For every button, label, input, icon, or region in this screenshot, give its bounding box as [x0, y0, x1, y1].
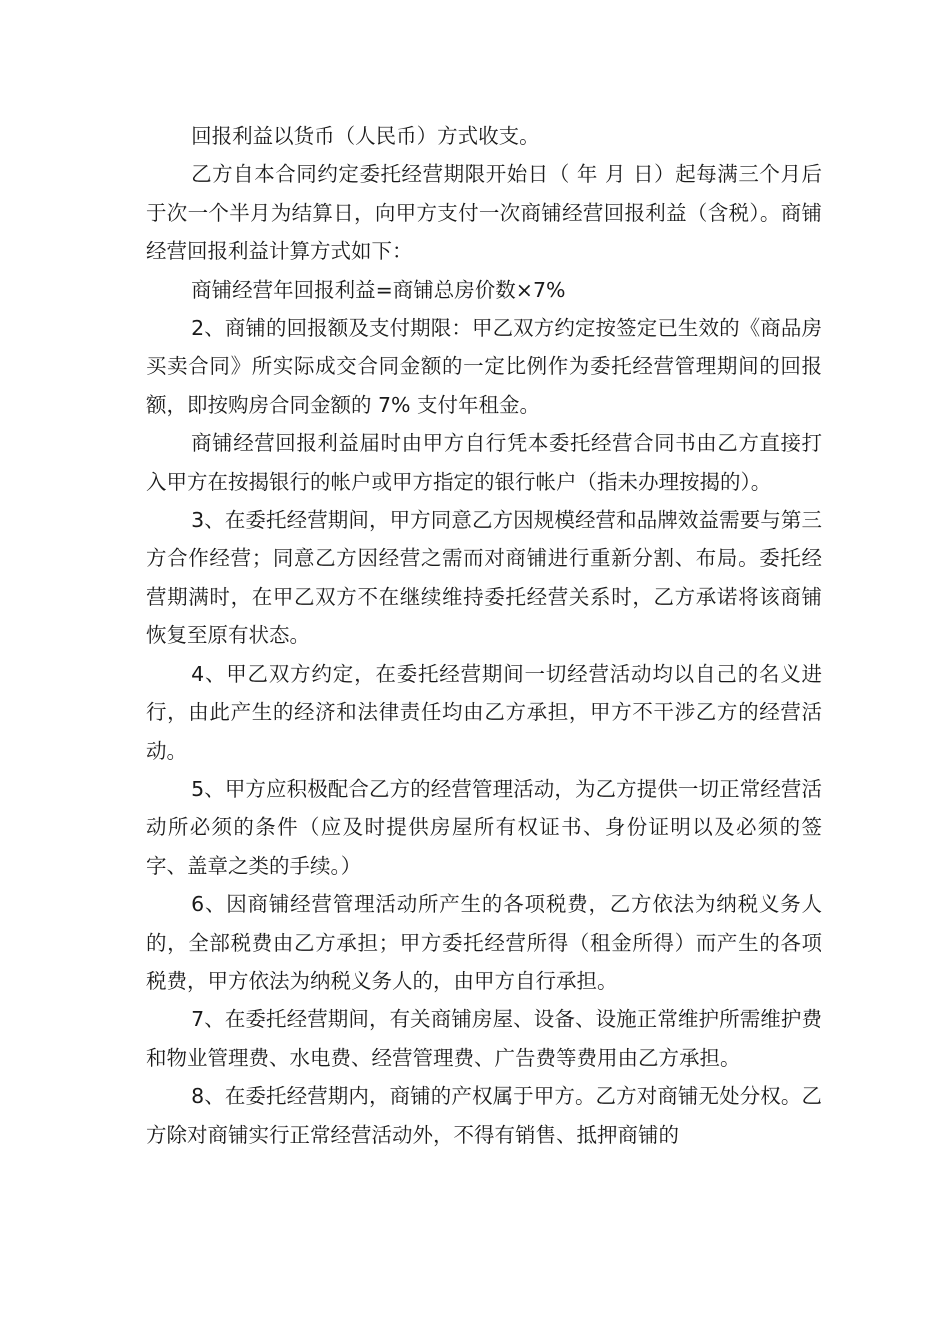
paragraph-formula: 商铺经营年回报利益=商铺总房价数×7% [191, 277, 566, 302]
paragraph-clause-2-payment: 商铺经营回报利益届时由甲方自行凭本委托经营合同书由乙方直接打入甲方在按揭银行的帐户或甲方指定的银行帐户（指未办理按揭的）。 [146, 431, 822, 494]
paragraph-clause-6: 6、因商铺经营管理活动所产生的各项税费，乙方依法为纳税义务人的，全部税费由乙方承担；甲方委托经营所得（租金所得）而产生的各项税费，甲方依法为纳税义务人的，由甲方自行承担。 [146, 892, 822, 993]
paragraph-settlement-date: 乙方自本合同约定委托经营期限开始日（ 年 月 日）起每满三个月后于次一个半月为结算日，向甲方支付一次商铺经营回报利益（含税）。商铺经营回报利益计算方式如下： [146, 162, 822, 264]
paragraph-clause-3: 3、在委托经营期间，甲方同意乙方因规模经营和品牌效益需要与第三方合作经营；同意乙方因经营之需而对商铺进行重新分割、布局。委托经营期满时，在甲乙双方不在继续维持委托经营关系时，乙方承诺将该商铺恢复至原有状态。 [146, 508, 822, 648]
contract-body [146, 117, 822, 1154]
paragraph-payment-currency: 回报利益以货币（人民币）方式收支。 [191, 124, 540, 148]
paragraph-clause-2: 2、商铺的回报额及支付期限：甲乙双方约定按签定已生效的《商品房买卖合同》所实际成交合同金额的一定比例作为委托经营管理期间的回报额，即按购房合同金额的 7% 支付年租金。 [146, 316, 822, 417]
paragraph-clause-4: 4、甲乙双方约定，在委托经营期间一切经营活动均以自己的名义进行，由此产生的经济和法律责任均由乙方承担，甲方不干涉乙方的经营活动。 [146, 661, 822, 763]
paragraph-clause-8: 8、在委托经营期内，商铺的产权属于甲方。乙方对商铺无处分权。乙方除对商铺实行正常经营活动外，不得有销售、抵押商铺的 [146, 1084, 822, 1147]
paragraph-clause-5: 5、甲方应积极配合乙方的经营管理活动，为乙方提供一切正常经营活动所必须的条件（应及时提供房屋所有权证书、身份证明以及必须的签字、盖章之类的手续。） [146, 776, 822, 878]
paragraph-clause-7: 7、在委托经营期间，有关商铺房屋、设备、设施正常维护所需维护费和物业管理费、水电费、经营管理费、广告费等费用由乙方承担。 [146, 1007, 822, 1070]
